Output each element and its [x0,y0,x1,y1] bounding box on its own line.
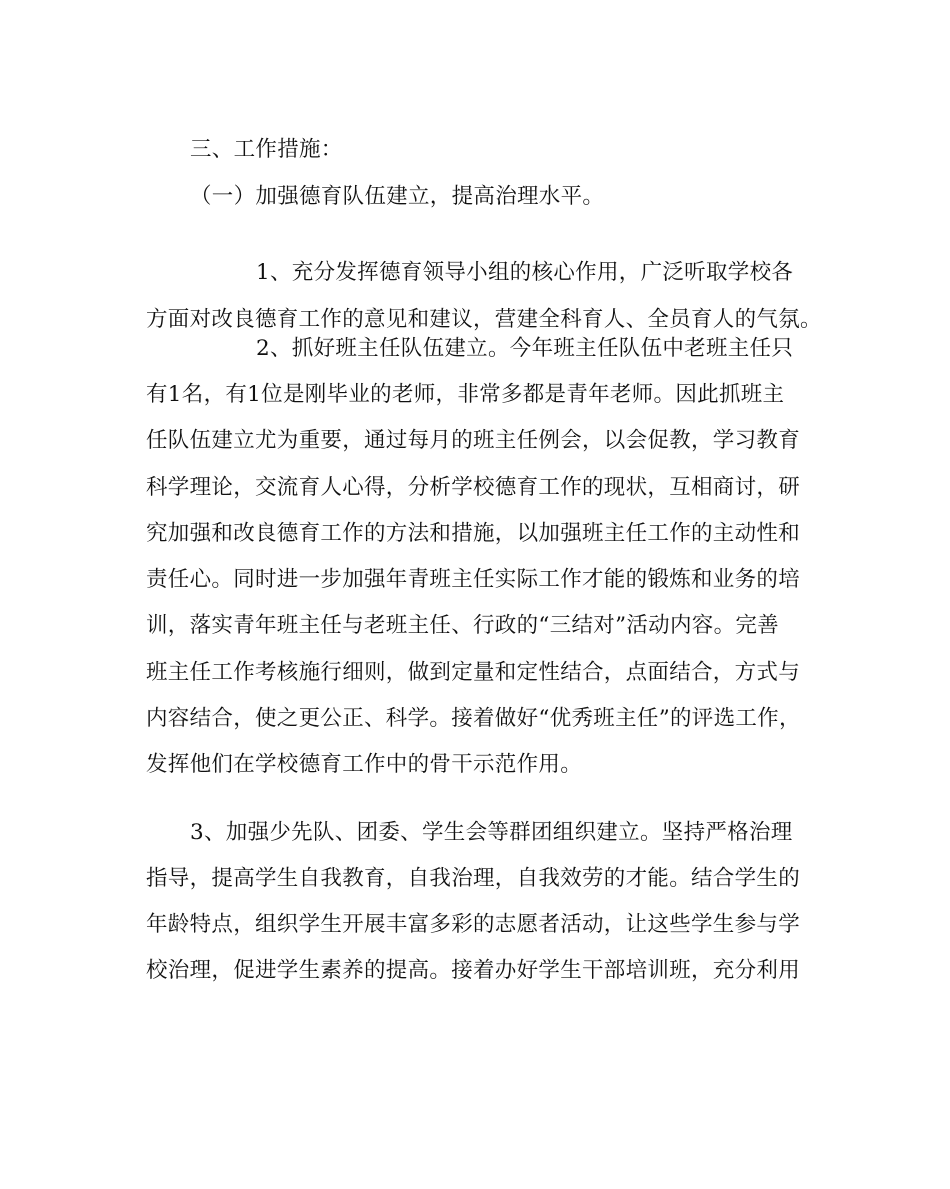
paragraph-line: 方面对改良德育工作的意见和建议，营建全科育人、全员育人的气氛。 [146,307,822,332]
paragraph-line: 有1名，有1位是刚毕业的老师，非常多都是青年老师。因此抓班主 [146,382,785,407]
paragraph-line: 究加强和改良德育工作的方法和措施，以加强班主任工作的主动性和 [146,521,801,546]
paragraph-line: 任队伍建立尤为重要，通过每月的班主任例会，以会促教，学习教育 [146,428,801,453]
paragraph-line: 发挥他们在学校德育工作中的骨干示范作用。 [146,752,583,777]
paragraph-line: 指导，提高学生自我教育，自我治理，自我效劳的才能。结合学生的 [146,866,801,891]
paragraph-line: 责任心。同时进一步加强年青班主任实际工作才能的锻炼和业务的培 [146,567,801,592]
paragraph-line: 1、充分发挥德育领导小组的核心作用，广泛听取学校各 [256,260,794,285]
paragraph-line: 科学理论，交流育人心得，分析学校德育工作的现状，互相商讨，研 [146,475,801,500]
paragraph-line: 校治理，促进学生素养的提高。接着办好学生干部培训班，充分利用 [146,958,801,983]
paragraph-line: 班主任工作考核施行细则，做到定量和定性结合，点面结合，方式与 [146,660,801,685]
subsection-heading: （一）加强德育队伍建立，提高治理水平。 [190,184,605,209]
paragraph-line: 3、加强少先队、团委、学生会等群团组织建立。坚持严格治理 [190,820,793,845]
paragraph-line: 2、抓好班主任队伍建立。今年班主任队伍中老班主任只 [256,336,794,361]
section-heading: 三、工作措施： [190,137,343,162]
paragraph-line: 年龄特点，组织学生开展丰富多彩的志愿者活动，让这些学生参与学 [146,912,801,937]
paragraph-line: 内容结合，使之更公正、科学。接着做好“优秀班主任”的评选工作， [146,706,801,731]
paragraph-line: 训，落实青年班主任与老班主任、行政的“三结对”活动内容。完善 [146,613,779,638]
